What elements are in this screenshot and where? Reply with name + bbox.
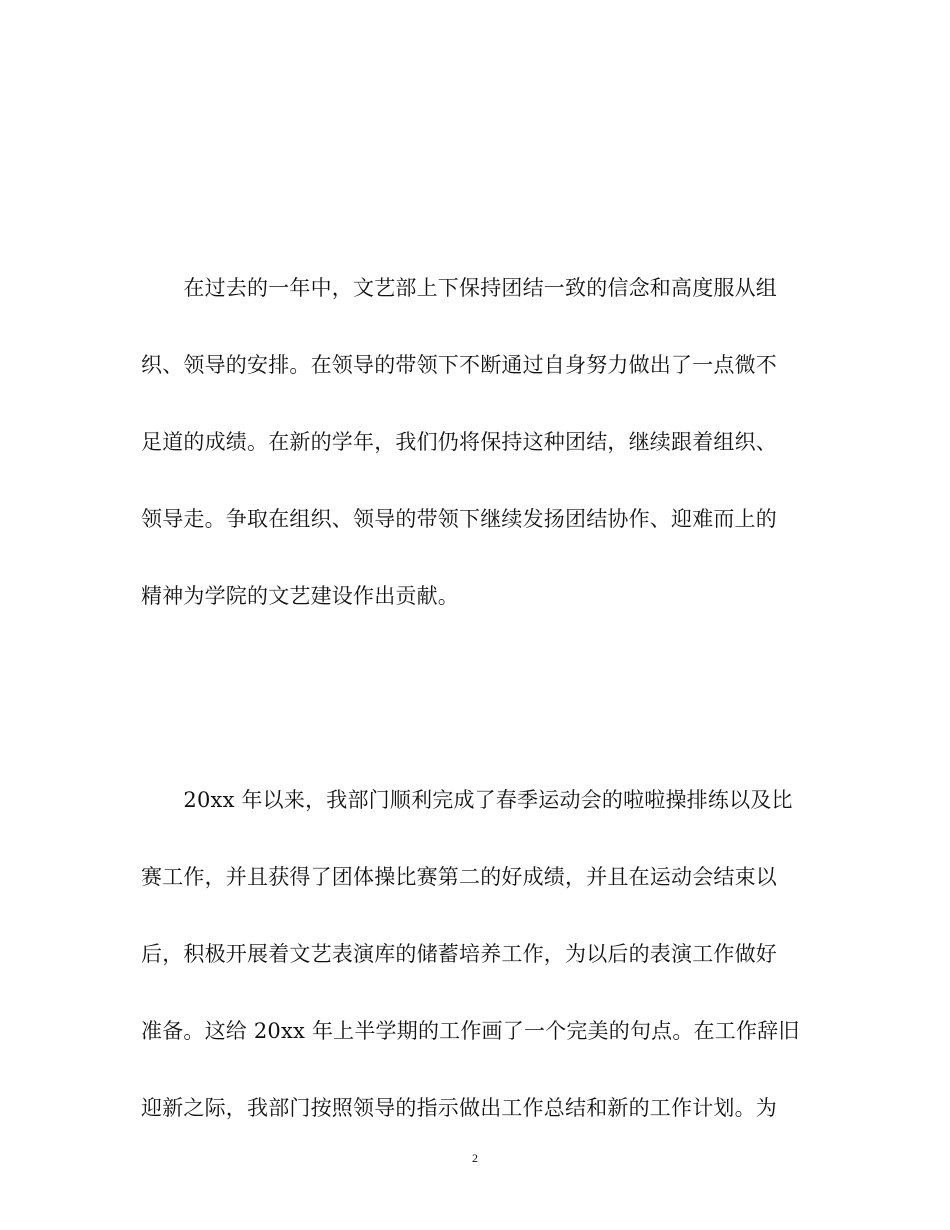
paragraph-line: 足道的成绩。在新的学年，我们仍将保持这种团结，继续跟着组织、 [141,430,777,454]
paragraph-2 [141,785,811,1123]
paragraph-line: 迎新之际，我部门按照领导的指示做出工作总结和新的工作计划。为 [141,1096,777,1120]
paragraph-line: 精神为学院的文艺建设作出贡献。 [141,584,459,608]
paragraph-line: 在过去的一年中，文艺部上下保持团结一致的信念和高度服从组 [141,276,777,300]
paragraph-line: 后，积极开展着文艺表演库的储蓄培养工作，为以后的表演工作做好 [141,942,777,966]
paragraph-line: 20xx 年以来，我部门顺利完成了春季运动会的啦啦操排练以及比 [141,788,793,812]
page-number: 2 [472,1151,478,1165]
paragraph-1 [141,273,811,611]
paragraph-line: 领导走。争取在组织、领导的带领下继续发扬团结协作、迎难而上的 [141,507,777,531]
paragraph-line: 织、领导的安排。在领导的带领下不断通过自身努力做出了一点微不 [141,353,777,377]
paragraph-line: 准备。这给 20xx 年上半学期的工作画了一个完美的句点。在工作辞旧 [141,1019,800,1043]
paragraph-line: 赛工作，并且获得了团体操比赛第二的好成绩，并且在运动会结束以 [141,865,777,889]
